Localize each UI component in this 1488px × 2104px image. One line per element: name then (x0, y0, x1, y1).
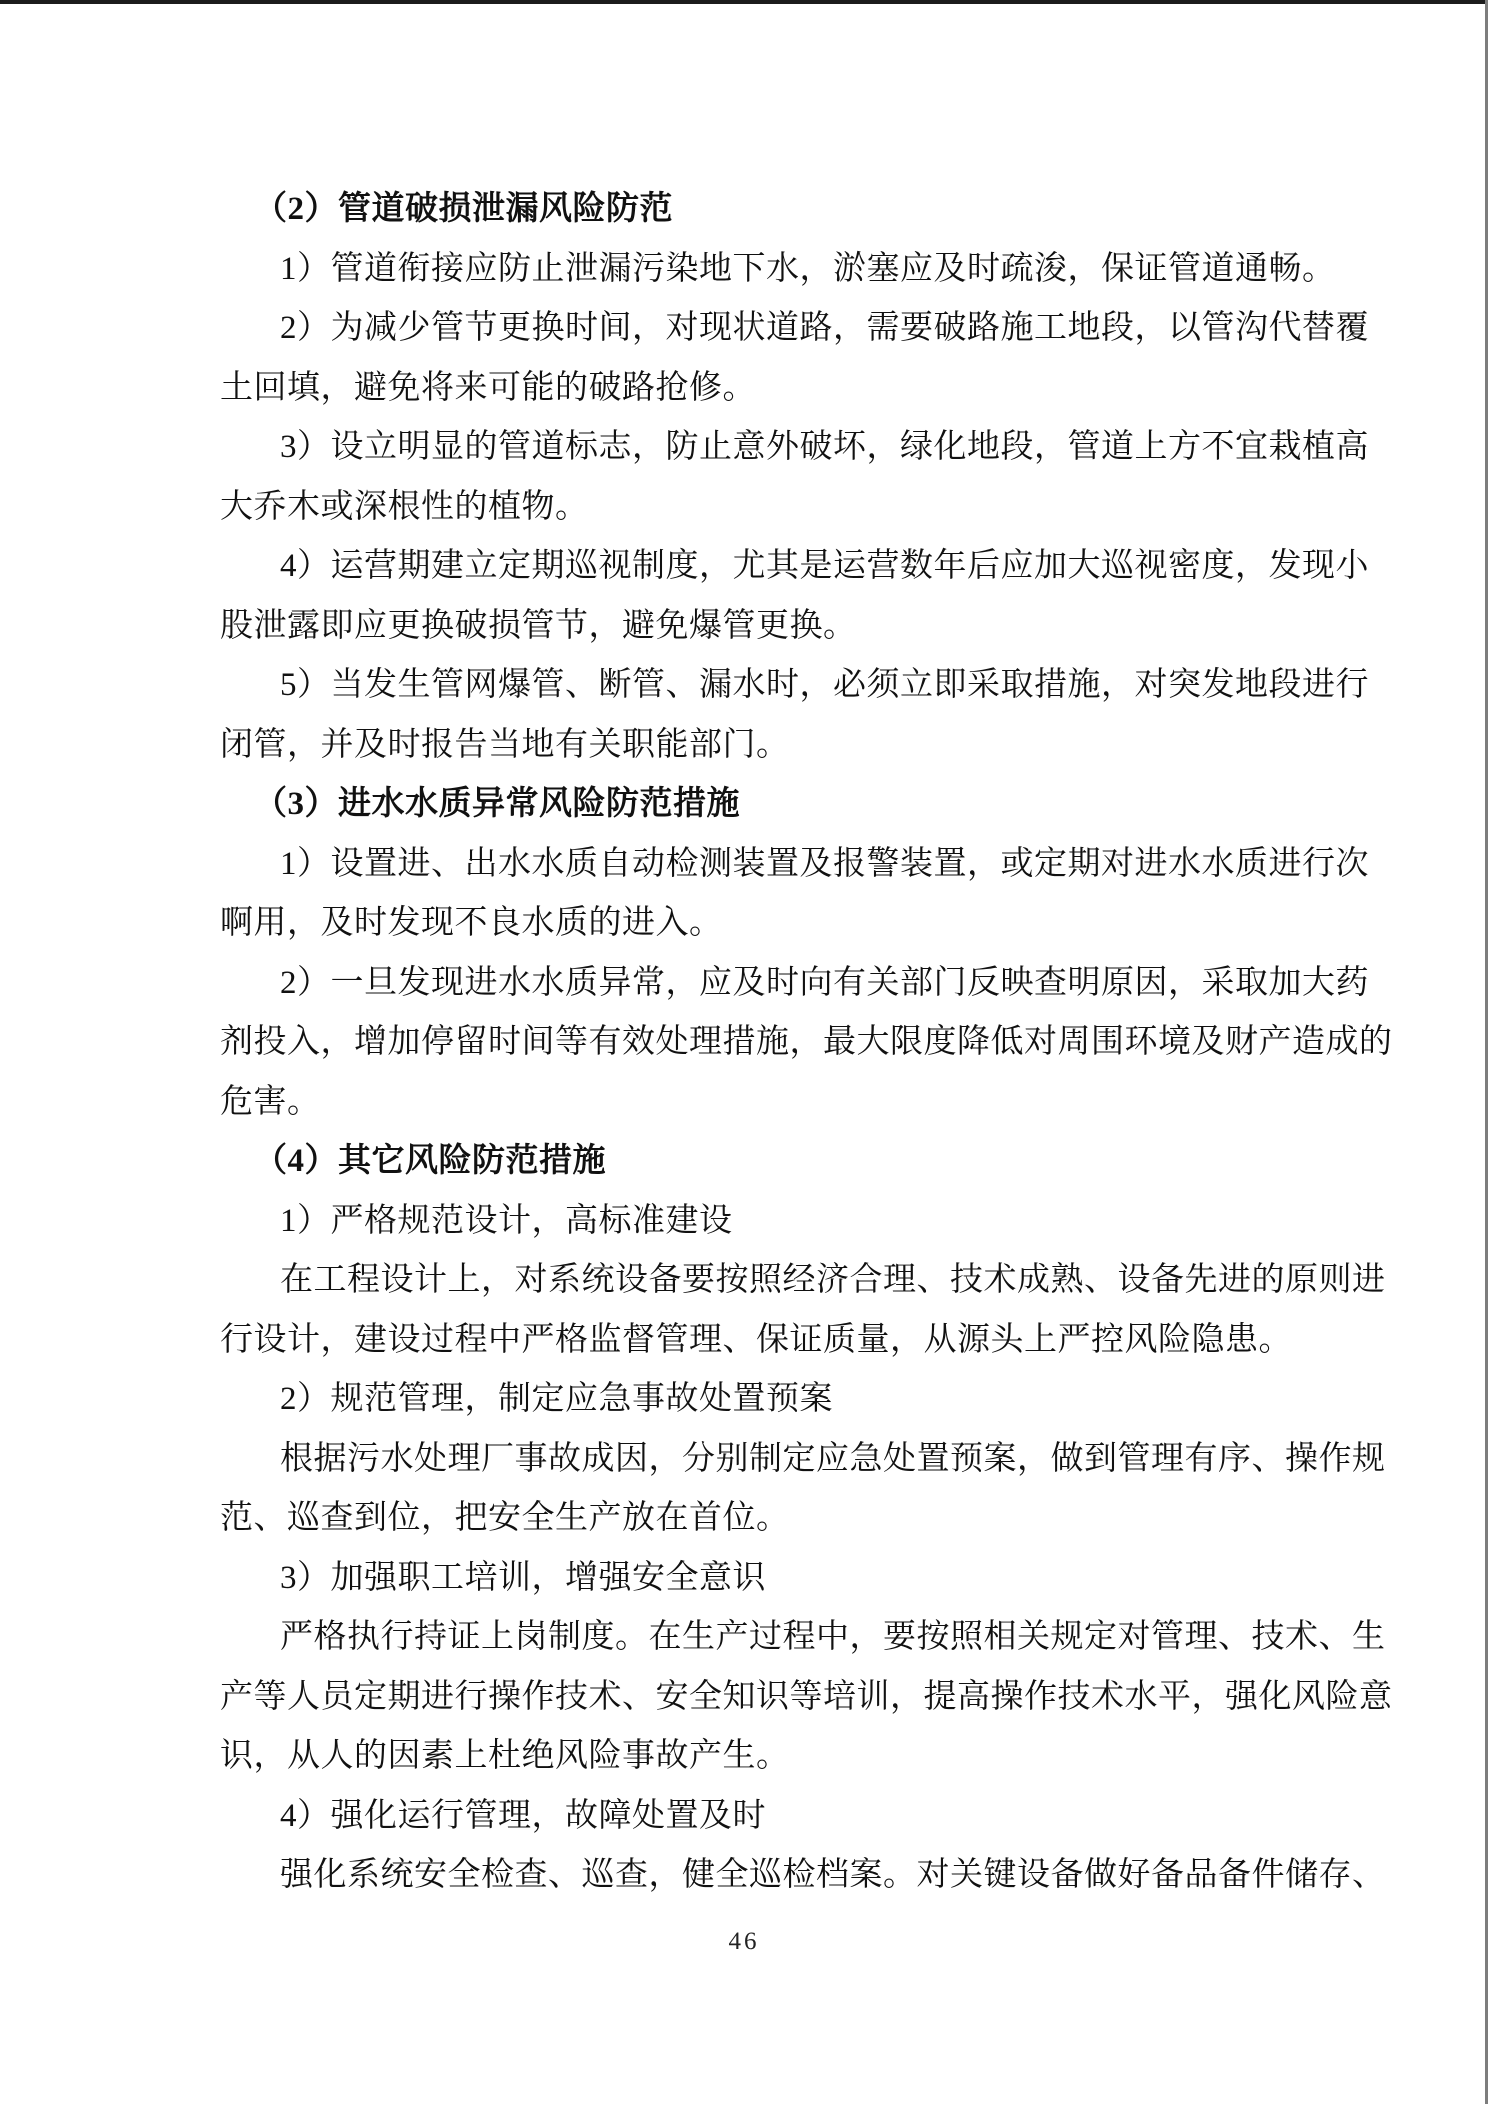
paragraph-line: 识，从人的因素上杜绝风险事故产生。 (220, 1738, 790, 1774)
paragraph-line: 3）设立明显的管道标志，防止意外破坏，绿化地段，管道上方不宜栽植高 (280, 429, 1369, 465)
section-heading: （2）管道破损泄漏风险防范 (254, 191, 673, 227)
paragraph-line: 2）一旦发现进水水质异常，应及时向有关部门反映查明原因，采取加大药 (280, 964, 1369, 1001)
paragraph-line: 危害。 (220, 1083, 321, 1120)
page-number: 46 (728, 1928, 760, 1955)
paragraph-line: 行设计，建设过程中严格监督管理、保证质量，从源头上严控风险隐患。 (220, 1321, 1292, 1358)
paragraph-line: 啊用，及时发现不良水质的进入。 (220, 905, 723, 941)
paragraph-line: 闭管，并及时报告当地有关职能部门。 (220, 726, 790, 763)
paragraph-line: 范、巡查到位，把安全生产放在首位。 (220, 1500, 790, 1536)
paragraph-line: 在工程设计上，对系统设备要按照经济合理、技术成熟、设备先进的原则进 (280, 1262, 1386, 1298)
document-body (220, 180, 1393, 1906)
page-top-edge-line (0, 0, 1488, 4)
paragraph-line: 股泄露即应更换破损管节，避免爆管更换。 (220, 607, 857, 644)
paragraph-line: 2）规范管理，制定应急事故处置预案 (280, 1381, 833, 1417)
section-heading: （3）进水水质异常风险防范措施 (254, 786, 740, 822)
paragraph-line: 5）当发生管网爆管、断管、漏水时，必须立即采取措施，对突发地段进行 (280, 667, 1369, 703)
paragraph-line: 4）运营期建立定期巡视制度，尤其是运营数年后应加大巡视密度，发现小 (280, 548, 1369, 584)
paragraph-line: 剂投入，增加停留时间等有效处理措施，最大限度降低对周围环境及财产造成的 (220, 1024, 1393, 1060)
paragraph-line: 根据污水处理厂事故成因，分别制定应急处置预案，做到管理有序、操作规 (280, 1440, 1386, 1477)
paragraph-line: 3）加强职工培训，增强安全意识 (280, 1559, 766, 1596)
paragraph-line: 严格执行持证上岗制度。在生产过程中，要按照相关规定对管理、技术、生 (280, 1619, 1386, 1655)
section-heading: （4）其它风险防范措施 (254, 1143, 606, 1179)
paragraph-line: 产等人员定期进行操作技术、安全知识等培训，提高操作技术水平，强化风险意 (220, 1678, 1393, 1715)
paragraph-line: 2）为减少管节更换时间，对现状道路，需要破路施工地段，以管沟代替覆 (280, 310, 1369, 346)
paragraph-line: 1）管道衔接应防止泄漏污染地下水，淤塞应及时疏浚，保证管道通畅。 (280, 250, 1336, 287)
paragraph-line: 4）强化运行管理，故障处置及时 (280, 1797, 766, 1834)
paragraph-line: 1）设置进、出水水质自动检测装置及报警装置，或定期对进水水质进行次 (280, 845, 1369, 882)
paragraph-line: 1）严格规范设计，高标准建设 (280, 1202, 733, 1239)
paragraph-line: 强化系统安全检查、巡查，健全巡检档案。对关键设备做好备品备件储存、 (280, 1857, 1386, 1893)
paragraph-line: 土回填，避免将来可能的破路抢修。 (220, 369, 756, 406)
paragraph-line: 大乔木或深根性的植物。 (220, 488, 589, 525)
